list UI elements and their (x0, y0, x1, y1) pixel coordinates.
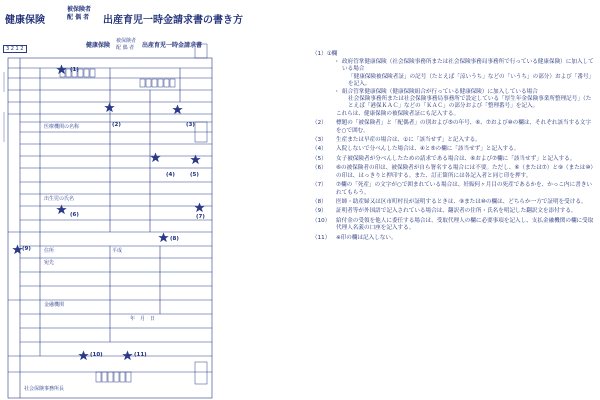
marker-label: (7) (196, 214, 205, 220)
star-icon (56, 204, 67, 215)
marker-label: (8) (170, 236, 179, 242)
instruction-text: 生産または早産の場合は、①に「該当せず」と記入する。 (336, 137, 481, 144)
instruction-text: 入院しないで分べんした場合は、④と⑤の欄に「該当せず」と記入する。 (336, 146, 520, 153)
form-label-date: 年 月 日 (130, 316, 156, 322)
instruction-text: 政府管掌健康保険（社会保険事務所または社会保険事務局事務所で行っている健康保険）に加入している場合 (342, 59, 594, 73)
marker-label: (10) (90, 352, 103, 358)
marker-label: (4) (166, 172, 175, 178)
instruction-number: （11） (312, 234, 331, 241)
star-icon (158, 232, 169, 243)
form-label-office: 社会保険事務所長 (24, 386, 65, 392)
instruction-text: ⑥の被保険者の印は、被保険者が自ら署名する場合には不要。ただし、⑥（または⑦）と⑨（または⑩）の印は、はっきりと押印する。また、訂正箇所には各記入者と同じ印を押す。 (336, 165, 597, 179)
instruction-text: ⑦欄の「死産」の文字が○で囲まれている場合は、妊娠何ヶ月目の死産であるかを、かっこ内に書きいれてもらう。 (336, 182, 593, 196)
instruction-item (312, 120, 596, 135)
instruction-item (312, 165, 596, 180)
instruction-number: （7） (312, 182, 327, 189)
instruction-item (312, 218, 596, 233)
star-icon (190, 154, 201, 165)
claim-form (0, 32, 215, 400)
instruction-text: 給付金の受領を他人に委任する場合は、受取代理人の欄に必要事項を記入し、支払金融機関の欄に受取代理人名義の口座を記入する。 (336, 217, 594, 232)
form-label-heisei: 平成 (112, 248, 123, 254)
form-label-address: 住所 (44, 248, 55, 254)
instruction-number: （3） (312, 137, 327, 144)
instruction-text: 社会保険事務所または社会保険事務局事務所で設定している「厚生年金保険事業所整理記号」（たとえば「港保ＫＡＣ」などの「ＫＡＣ」の部分および「整理番号」を記入。 (348, 96, 592, 110)
instructions-list (312, 51, 596, 244)
instruction-text: これらは、健康保険の被保険者証にも記入する。 (336, 110, 460, 117)
star-icon (56, 64, 67, 75)
form-grid (0, 32, 215, 400)
page-title (5, 4, 305, 30)
title-stack-spouse: 配 偶 者 (67, 14, 90, 21)
instruction-subitem (336, 59, 596, 89)
instruction-number: （5） (312, 155, 327, 162)
instruction-text: 医師・助産婦又は区市町村長が証明するときは、⑨または⑩の欄は、どちらか一方で証明を受ける。 (336, 198, 587, 205)
title-stack (67, 6, 91, 22)
star-icon (104, 102, 115, 113)
instruction-item (312, 51, 596, 118)
title-insurance: 健康保険 (5, 15, 45, 26)
marker-label: (5) (190, 172, 199, 178)
marker-label: (9) (22, 246, 31, 252)
instruction-item (312, 146, 596, 153)
star-icon (194, 202, 205, 213)
star-icon (78, 350, 89, 361)
form-label-bank: 金融機関 (44, 302, 65, 308)
instruction-number: （9） (312, 208, 327, 215)
form-header-stack-spouse: 配 偶 者 (116, 45, 135, 51)
instruction-item (312, 199, 596, 206)
title-stack-insured: 被保険者 (67, 6, 92, 13)
instruction-number: （1）①欄 (312, 51, 338, 57)
instruction-number: （8） (312, 198, 327, 205)
form-header-insurance: 健康保険 (86, 42, 111, 49)
instruction-item (312, 182, 596, 197)
instruction-text: ※印の欄は記入しない。 (336, 234, 397, 241)
star-icon (122, 350, 133, 361)
marker-label: (2) (112, 122, 121, 128)
instruction-number: （4） (312, 146, 327, 153)
instruction-text: 証明者等が外国語で記入されている場合は、翻訳者の住所・氏名を明記した翻訳文を添付する。 (336, 208, 577, 215)
instruction-text: 「健康保険被保険者証」の記号（たとえば「涼いうち」などの「いうち」の部分）および「番号」を記入。 (348, 73, 595, 88)
instruction-item (312, 235, 596, 242)
form-header-stack-insured: 被保険者 (116, 38, 137, 44)
form-label-birth-name: 出生児の氏名 (44, 196, 75, 202)
instruction-number: （2） (312, 120, 327, 127)
instruction-item (312, 208, 596, 215)
instruction-item (312, 137, 596, 144)
marker-label: (1) (70, 67, 79, 73)
instruction-subitem (336, 89, 596, 111)
form-label-institution: 医療機関の名称 (44, 124, 80, 130)
star-icon (150, 152, 161, 163)
form-code: 3 2 1 2 (3, 45, 27, 53)
instruction-number: （6） (312, 165, 327, 172)
instruction-number: （10） (312, 217, 331, 224)
instruction-text: 組合管掌健康保険（健康保険組合が行っている健康保険）に加入している場合 (342, 88, 538, 95)
star-icon (172, 104, 183, 115)
marker-label: (6) (70, 212, 79, 218)
form-header-title: 出産育児一時金請求書 (142, 42, 203, 49)
form-label-destination: 宛先 (44, 260, 55, 266)
instruction-text: 女子被保険者が分べんしたための請求である場合は、⑥および⑦欄に「該当せず」と記入する。 (336, 155, 576, 162)
marker-label: (11) (134, 352, 147, 358)
title-main: 出産育児一時金請求書の書き方 (103, 15, 243, 26)
instruction-text: 標題の「被保険者」と「配偶者」の別および⑤の年号、⑥、⑦および⑩の欄は、それぞれ該当する文字を○で囲む。 (336, 120, 591, 134)
instruction-item (312, 156, 596, 163)
marker-label: (3) (186, 122, 195, 128)
